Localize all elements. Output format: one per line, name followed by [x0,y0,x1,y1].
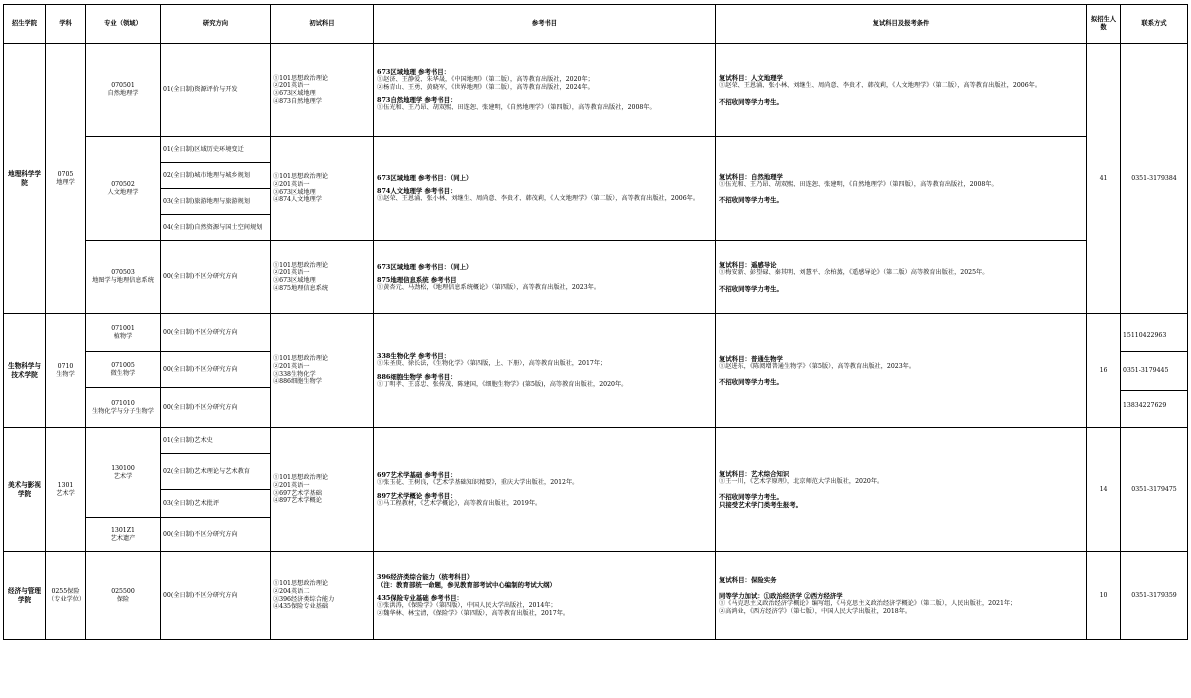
quota-cell: 16 [1087,314,1121,428]
ref-head [377,573,712,589]
list-line: ②201英语一 [273,362,310,370]
retest-line: ①王一川，《艺术学原理》，北京师范大学出版社，2020年。 [719,477,884,485]
reference-books [374,44,716,137]
reference-books [374,428,716,552]
header-direction: 研究方向 [161,5,271,44]
retest-title: 复试科目：艺术综合知识 [719,469,790,478]
list-line: ④873自然地理学 [273,97,322,105]
ref-line: ①张玉花、王树良，《艺术学基础知识精要》，重庆大学出版社，2012年。 [377,479,579,487]
discipline-cell: 1301 艺术学 [46,428,86,552]
list-line: ②201英语一 [273,82,310,90]
list-line: ④886细胞生物学 [273,378,322,386]
ref-line: ①赵济、王静爱、朱华晟，《中国地理》（第二版），高等教育出版社，2020年； [377,75,594,83]
contact-phone: 15110422963 [1121,321,1187,352]
list-line: ③673区域地理 [273,90,316,97]
direction-cell: 01(全日制)资源评价与开发 [161,44,271,137]
major-cell: 025500 保险 [86,552,161,640]
retest-title: 复试科目：自然地理学 [719,172,783,181]
retest-line: ①伍光和、王乃昂、胡双熙、田连恕、张建明，《自然地理学》（第四版），高等教育出版社，2008年。 [719,180,998,188]
ref-line: ②魏华林、林宝清，《保险学》（第四版），高等教育出版社，2017年。 [377,610,570,617]
direction-cell: 02(全日制)城市地理与城乡规划 [161,163,271,189]
retest-line: ①赵荣、王恩涌、张小林、刘继生、周尚意、李贵才、韩茂莉，《人文地理学》（第二版），高等教育出版社，2006年。 [719,82,1042,90]
college-cell: 生物科学与技术学院 [4,314,46,428]
list-line: ④874人文地理学 [273,196,322,204]
contact-phones [1121,314,1188,428]
ref-title: 897艺术学概论 参考书目： [377,492,457,500]
list-line: ②201英语一 [273,481,310,489]
discipline-cell: 0255保险（专业学位） [46,552,86,640]
quota-cell: 41 [1087,44,1121,314]
ref-block [377,68,712,92]
major-cell: 070502 人文地理学 [86,137,161,241]
ref-block [377,174,712,182]
ref-line: ①黄杏元、马劲松，《地理信息系统概论》（第四版），高等教育出版社，2023年。 [377,283,601,291]
ref-block [377,471,712,487]
list-line: ①101思想政治理论 [273,173,329,180]
list-line: ③673区域地理 [273,277,316,284]
ref-title: 338生物化学 参考书目： [377,352,451,361]
header-row [4,5,1188,44]
retest-notice: 只接受艺术学门类考生报考。 [719,501,803,510]
major-cell: 130100 艺术学 [86,428,161,518]
list-line: ②201英语一 [273,180,310,188]
list-line: ①101思想政治理论 [273,355,329,362]
list-line: ②201英语一 [273,269,310,277]
direction-cell: 04(全日制)自然资源与国土空间规划 [161,215,271,241]
direction-cell: 01(全日制)区域历史环境变迁 [161,137,271,163]
ref-title: 673区域地理 参考书目： [377,67,451,76]
college-cell: 经济与管理学院 [4,552,46,640]
ref-line: ①张洪涛，《保险学》（第四版），中国人民大学出版社，2014年； [377,602,557,610]
table-row [4,552,1188,640]
retest-info [716,137,1087,241]
ref-block [377,373,712,389]
ref-block [377,96,712,112]
college-cell: 地理科学学院 [4,44,46,314]
direction-cell: 02(全日制)艺术理论与艺术教育 [161,454,271,490]
quota-cell: 14 [1087,428,1121,552]
list-line: ①101思想政治理论 [273,74,329,82]
ref-head-note: （注：教育部统一命题，参见教育部考试中心编制的考试大纲） [377,581,556,590]
exam-subjects [271,552,374,640]
header-discipline: 学科 [46,5,86,44]
ref-blocks [377,594,712,618]
retest-title: 复试科目：保险实务 [719,575,777,584]
college-cell: 美术与影视学院 [4,428,46,552]
retest-notice: 不招收同等学力考生。 [719,284,783,293]
retest-title: 复试科目：人文地理学 [719,74,783,83]
ref-title: 874人文地理学 参考书目： [377,187,457,196]
major-cell: 1301Z1 艺术遗产 [86,518,161,552]
header-contact: 联系方式 [1121,5,1188,44]
retest-line: ①梅安新、彭望碌、秦其明、刘慧平、余柏蒸，《遥感导论》（第二版）高等教育出版社，2025年。 [719,269,989,277]
ref-line: ①赵荣、王恩涌、张小林、刘继生、周尚意、李贵才、韩茂莉，《人文地理学》（第二版），高等教育出版社，2006年。 [377,195,700,203]
ref-title: 875地理信息系统 参考书目 [377,275,457,284]
direction-cell: 00(全日制)不区分研究方向 [161,352,271,388]
reference-books [374,314,716,428]
ref-title: 697艺术学基础 参考书目： [377,471,457,480]
ref-block [377,187,712,203]
list-line: ③673区域地理 [273,188,316,196]
ref-block [377,263,712,271]
retest-notice: 不招收同等学力考生。 [719,378,783,387]
direction-cell: 00(全日制)不区分研究方向 [161,314,271,352]
ref-block [377,352,712,368]
reference-books [374,241,716,314]
retest-info [716,428,1087,552]
exam-subjects [271,241,374,314]
exam-subjects [271,137,374,241]
exam-subjects [271,428,374,552]
ref-line: ②杨青山、王勇、黄晓军，《世界地理》（第二版），高等教育出版社，2024年。 [377,83,594,91]
list-line: ③338生物化学 [273,370,316,378]
quota-cell: 10 [1087,552,1121,640]
retest-notice: 不招收同等学力考生。 [719,493,783,502]
ref-line: ①朱圣庚、徐长法，《生物化学》（第四版，上、下册），高等教育出版社，2017年； [377,360,607,368]
header-exam: 初试科目 [271,5,374,44]
ref-block [377,492,712,508]
admissions-table [3,4,1188,640]
table-row [4,241,1188,314]
ref-line: ①伍光和、王乃昂、胡双熙、田连恕、张建明，《自然地理学》（第四版），高等教育出版社，2008年。 [377,104,656,112]
discipline-cell: 0705 地理学 [46,44,86,314]
table-row [4,428,1188,454]
retest-info [716,44,1087,137]
table-row [4,137,1188,163]
retest-notice: 不招收同等学力考生。 [719,196,783,205]
contact-phone: 0351-3179359 [1121,552,1188,640]
table-row [4,44,1188,137]
ref-line: ①马工程教材，《艺术学概论》，高等教育出版社，2019年。 [377,500,542,507]
list-line: ①101思想政治理论 [273,474,329,481]
major-cell: 071010 生物化学与分子生物学 [86,388,161,428]
list-line: ②204英语二 [273,587,310,595]
major-cell: 071005 微生物学 [86,352,161,388]
header-refbooks: 参考书目 [374,5,716,44]
reference-books [374,552,716,640]
direction-cell: 03(全日制)艺术批评 [161,490,271,518]
direction-cell: 00(全日制)不区分研究方向 [161,552,271,640]
list-line: ①101思想政治理论 [273,261,329,269]
list-line: ④897艺术学概论 [273,497,322,505]
list-line: ②高鸿业，《西方经济学》（第七版），中国人民大学出版社，2018年。 [719,607,912,615]
direction-cell: 03(全日制)旅游地理与旅游规划 [161,189,271,215]
table-row [4,314,1188,352]
direction-cell: 00(全日制)不区分研究方向 [161,241,271,314]
contact-phone: 0351-3179475 [1121,428,1188,552]
major-cell: 071001 植物学 [86,314,161,352]
ref-title: 673区域地理 参考书目：（同上） [377,262,473,271]
list-line: ④875地理信息系统 [273,284,329,292]
direction-cell: 00(全日制)不区分研究方向 [161,388,271,428]
ref-block [377,594,712,618]
header-major: 专业（领域） [86,5,161,44]
contact-phone: 0351-3179445 [1121,352,1187,391]
ref-block [377,276,712,292]
header-quota: 拟招生人数 [1087,5,1121,44]
list-line: ①《马克思主义政治经济学概论》编写组，《马克思主义政治经济学概论》（第二版），人民出版社，2021年； [719,599,1017,607]
major-cell: 070503 地图学与地理信息系统 [86,241,161,314]
major-cell: 070501 自然地理学 [86,44,161,137]
list-line: ④435保险专业基础 [273,603,329,611]
ref-title: 886细胞生物学 参考书目： [377,373,457,381]
exam-subjects [271,314,374,428]
ref-head-title: 396经济类综合能力（统考科目） [377,573,474,582]
retest-notice: 不招收同等学力考生。 [719,97,783,106]
list-line: ①101思想政治理论 [273,580,329,587]
retest-subtitle: 同等学力加试：①政治经济学 ②西方经济学 [719,591,843,600]
contact-phone: 0351-3179384 [1121,44,1188,314]
retest-info [716,241,1087,314]
contact-phone: 13834227629 [1123,401,1167,409]
retest-info [716,552,1087,640]
ref-title: 673区域地理 参考书目：（同上） [377,174,473,183]
retest-lines [719,600,1083,616]
header-college: 招生学院 [4,5,46,44]
ref-title: 435保险专业基础 参考书目： [377,594,463,603]
retest-title: 复试科目：遥感导论 [719,261,777,270]
direction-cell: 01(全日制)艺术史 [161,428,271,454]
retest-title: 复试科目：普通生物学 [719,354,783,363]
ref-title: 873自然地理学 参考书目： [377,96,457,105]
direction-cell: 00(全日制)不区分研究方向 [161,518,271,552]
list-line: ③697艺术学基础 [273,489,322,497]
list-line: ③396经济类综合能力 [273,595,335,603]
retest-line: ①赵进东，《陈阅增普通生物学》（第5版），高等教育出版社，2023年。 [719,362,916,370]
reference-books [374,137,716,241]
retest-info [716,314,1087,428]
ref-line: ①丁明孝、王喜忠、张传茂、陈建国，《细胞生物学》(第5版)，高等教育出版社，2020年。 [377,381,628,388]
discipline-cell: 0710 生物学 [46,314,86,428]
exam-subjects [271,44,374,137]
header-retest: 复试科目及报考条件 [716,5,1087,44]
